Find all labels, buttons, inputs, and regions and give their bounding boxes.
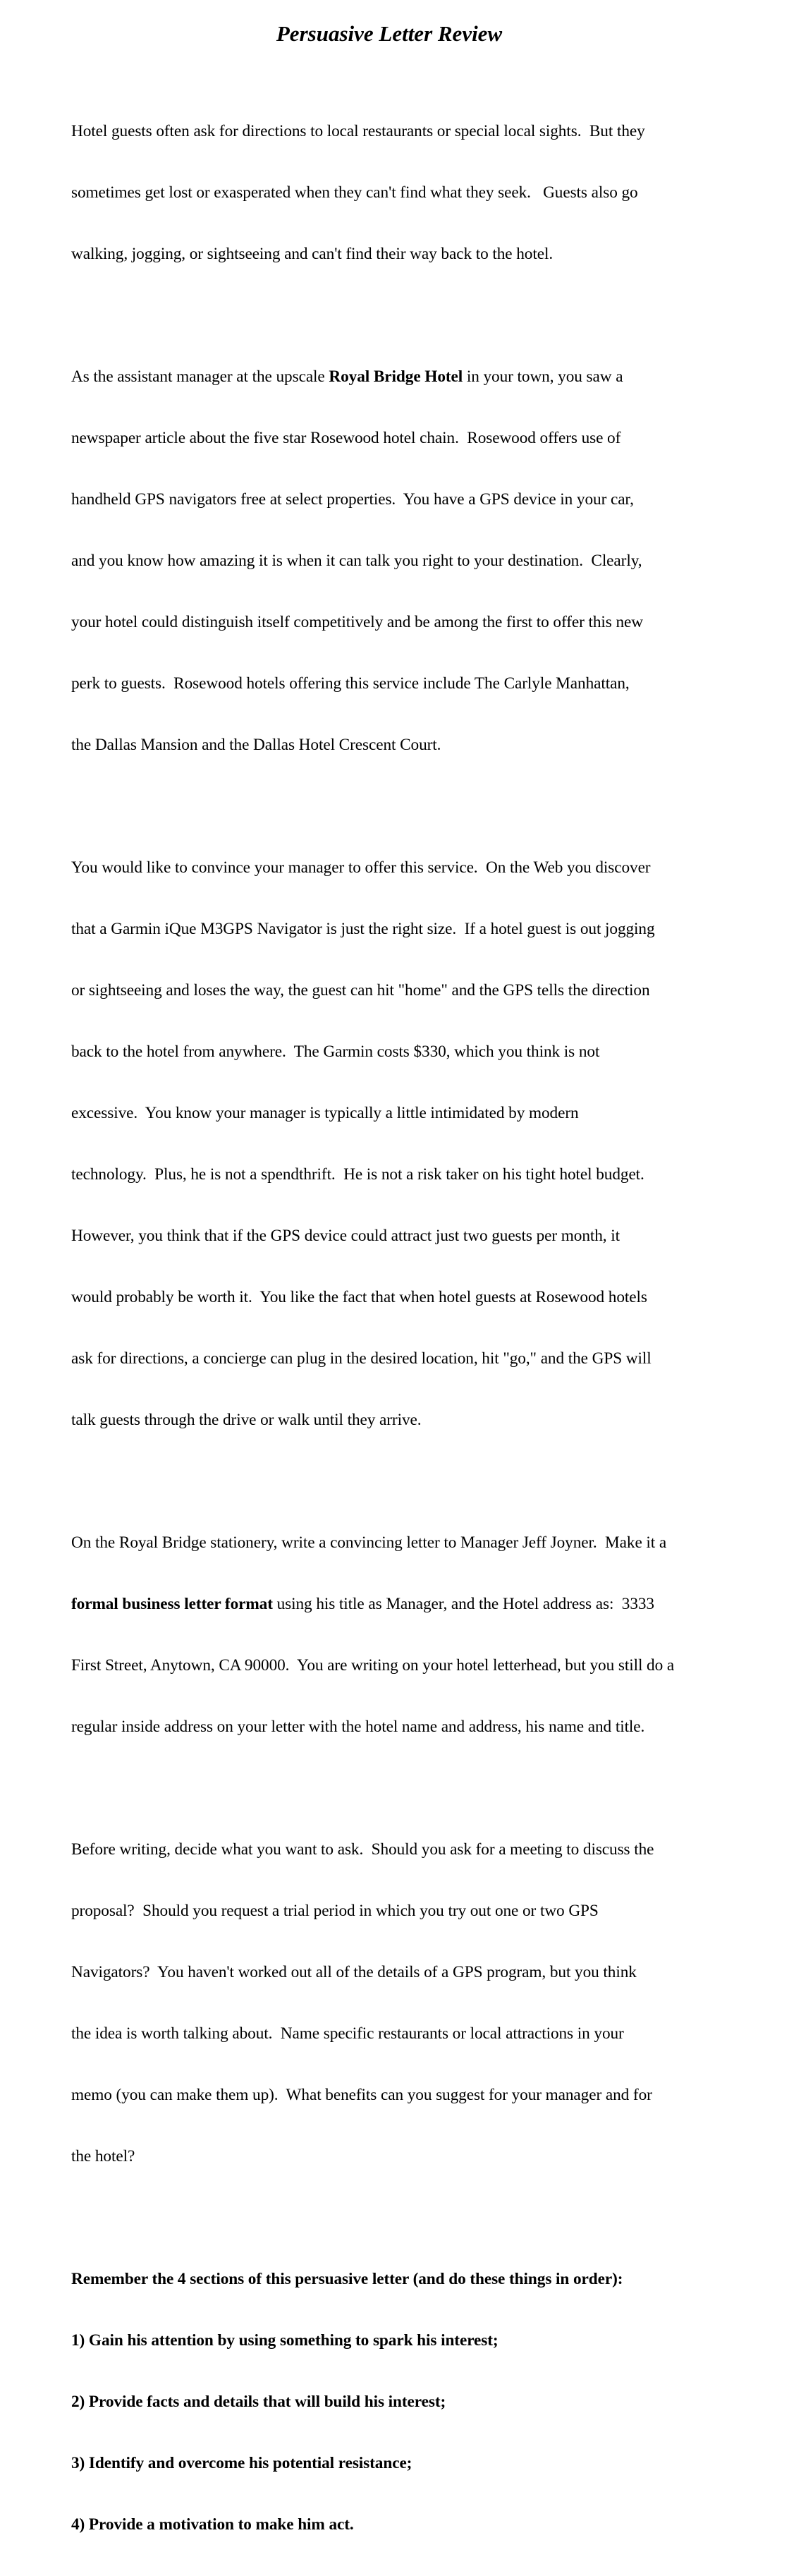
paragraph-intro (71, 80, 748, 305)
paragraph-line: walking, jogging, or sightseeing and can't find their way back to the hotel. (71, 245, 554, 263)
paragraph-line: memo (you can make them up). What benefits can you suggest for your manager and for (71, 2086, 652, 2104)
paragraph-line: and you know how amazing it is when it can talk you right to your destination. Clearly, (71, 552, 642, 570)
reminder-item: 1) Gain his attention by using something to spark his interest; (71, 2331, 499, 2350)
paragraph-line: ask for directions, a concierge can plug in the desired location, hit "go," and the GPS will (71, 1349, 652, 1368)
paragraph-line: Navigators? You haven't worked out all of the details of a GPS program, but you think (71, 1963, 637, 1981)
paragraph-line: You would like to convince your manager to offer this service. On the Web you discover (71, 858, 651, 877)
reminder-heading: Remember the 4 sections of this persuasive letter (and do these things in order): (71, 2270, 623, 2288)
paragraph-line: the idea is worth talking about. Name specific restaurants or local attractions in your (71, 2024, 624, 2043)
paragraph-line: newspaper article about the five star Rosewood hotel chain. Rosewood offers use of (71, 429, 621, 447)
document-title: Persuasive Letter Review (276, 21, 503, 46)
reminder-item: 2) Provide facts and details that will build his interest; (71, 2393, 446, 2411)
paragraph-line: the Dallas Mansion and the Dallas Hotel Crescent Court. (71, 736, 441, 754)
paragraph-line: On the Royal Bridge stationery, write a convincing letter to Manager Jeff Joyner. Make it a (71, 1533, 667, 1552)
reminder-item: 3) Identify and overcome his potential resistance; (71, 2454, 412, 2472)
paragraph-line: your hotel could distinguish itself competitively and be among the first to offer this new (71, 613, 643, 631)
paragraph-text: in your town, you saw a (463, 367, 623, 386)
paragraph-line: talk guests through the drive or walk until they arrive. (71, 1411, 422, 1429)
paragraph-scenario (71, 326, 748, 796)
paragraph-line: excessive. You know your manager is typically a little intimidated by modern (71, 1104, 579, 1122)
paragraph-line (71, 1594, 748, 1615)
paragraph-text: using his title as Manager, and the Hotel address as: 3333 (272, 1595, 654, 1613)
paragraph-line: Hotel guests often ask for directions to local restaurants or special local sights. But they (71, 122, 645, 140)
document-body (71, 80, 748, 2576)
paragraph-line: regular inside address on your letter with the hotel name and address, his name and title. (71, 1718, 645, 1736)
paragraph-line: However, you think that if the GPS device could attract just two guests per month, it (71, 1227, 620, 1245)
paragraph-line: back to the hotel from anywhere. The Garmin costs $330, which you think is not (71, 1043, 600, 1061)
paragraph-planning (71, 1799, 748, 2208)
paragraph-line: that a Garmin iQue M3GPS Navigator is just the right size. If a hotel guest is out jogging (71, 920, 655, 938)
paragraph-line: the hotel? (71, 2147, 135, 2165)
paragraph-line: proposal? Should you request a trial period in which you try out one or two GPS (71, 1902, 599, 1920)
paragraph-line: handheld GPS navigators free at select properties. You have a GPS device in your car, (71, 490, 634, 509)
paragraph-line (71, 367, 748, 387)
reminder-item: 4) Provide a motivation to make him act. (71, 2515, 354, 2534)
hotel-name-bold: Royal Bridge Hotel (329, 367, 463, 386)
paragraph-line: Before writing, decide what you want to ask. Should you ask for a meeting to discuss the (71, 1840, 654, 1859)
paragraph-text: As the assistant manager at the upscale (71, 367, 329, 386)
paragraph-line: perk to guests. Rosewood hotels offering this service include The Carlyle Manhattan, (71, 674, 630, 693)
paragraph-line: technology. Plus, he is not a spendthrift. He is not a risk taker on his tight hotel budget. (71, 1165, 644, 1184)
format-bold: formal business letter format (71, 1595, 273, 1613)
paragraph-line: or sightseeing and loses the way, the guest can hit "home" and the GPS tells the direction (71, 981, 650, 1000)
paragraph-instructions (71, 1492, 748, 1778)
paragraph-line: sometimes get lost or exasperated when they can't find what they seek. Guests also go (71, 183, 638, 202)
paragraph-line: First Street, Anytown, CA 90000. You are writing on your hotel letterhead, but you still do a (71, 1656, 675, 1675)
paragraph-details (71, 817, 748, 1471)
reminder-list (71, 2228, 748, 2576)
paragraph-line: would probably be worth it. You like the fact that when hotel guests at Rosewood hotels (71, 1288, 647, 1306)
